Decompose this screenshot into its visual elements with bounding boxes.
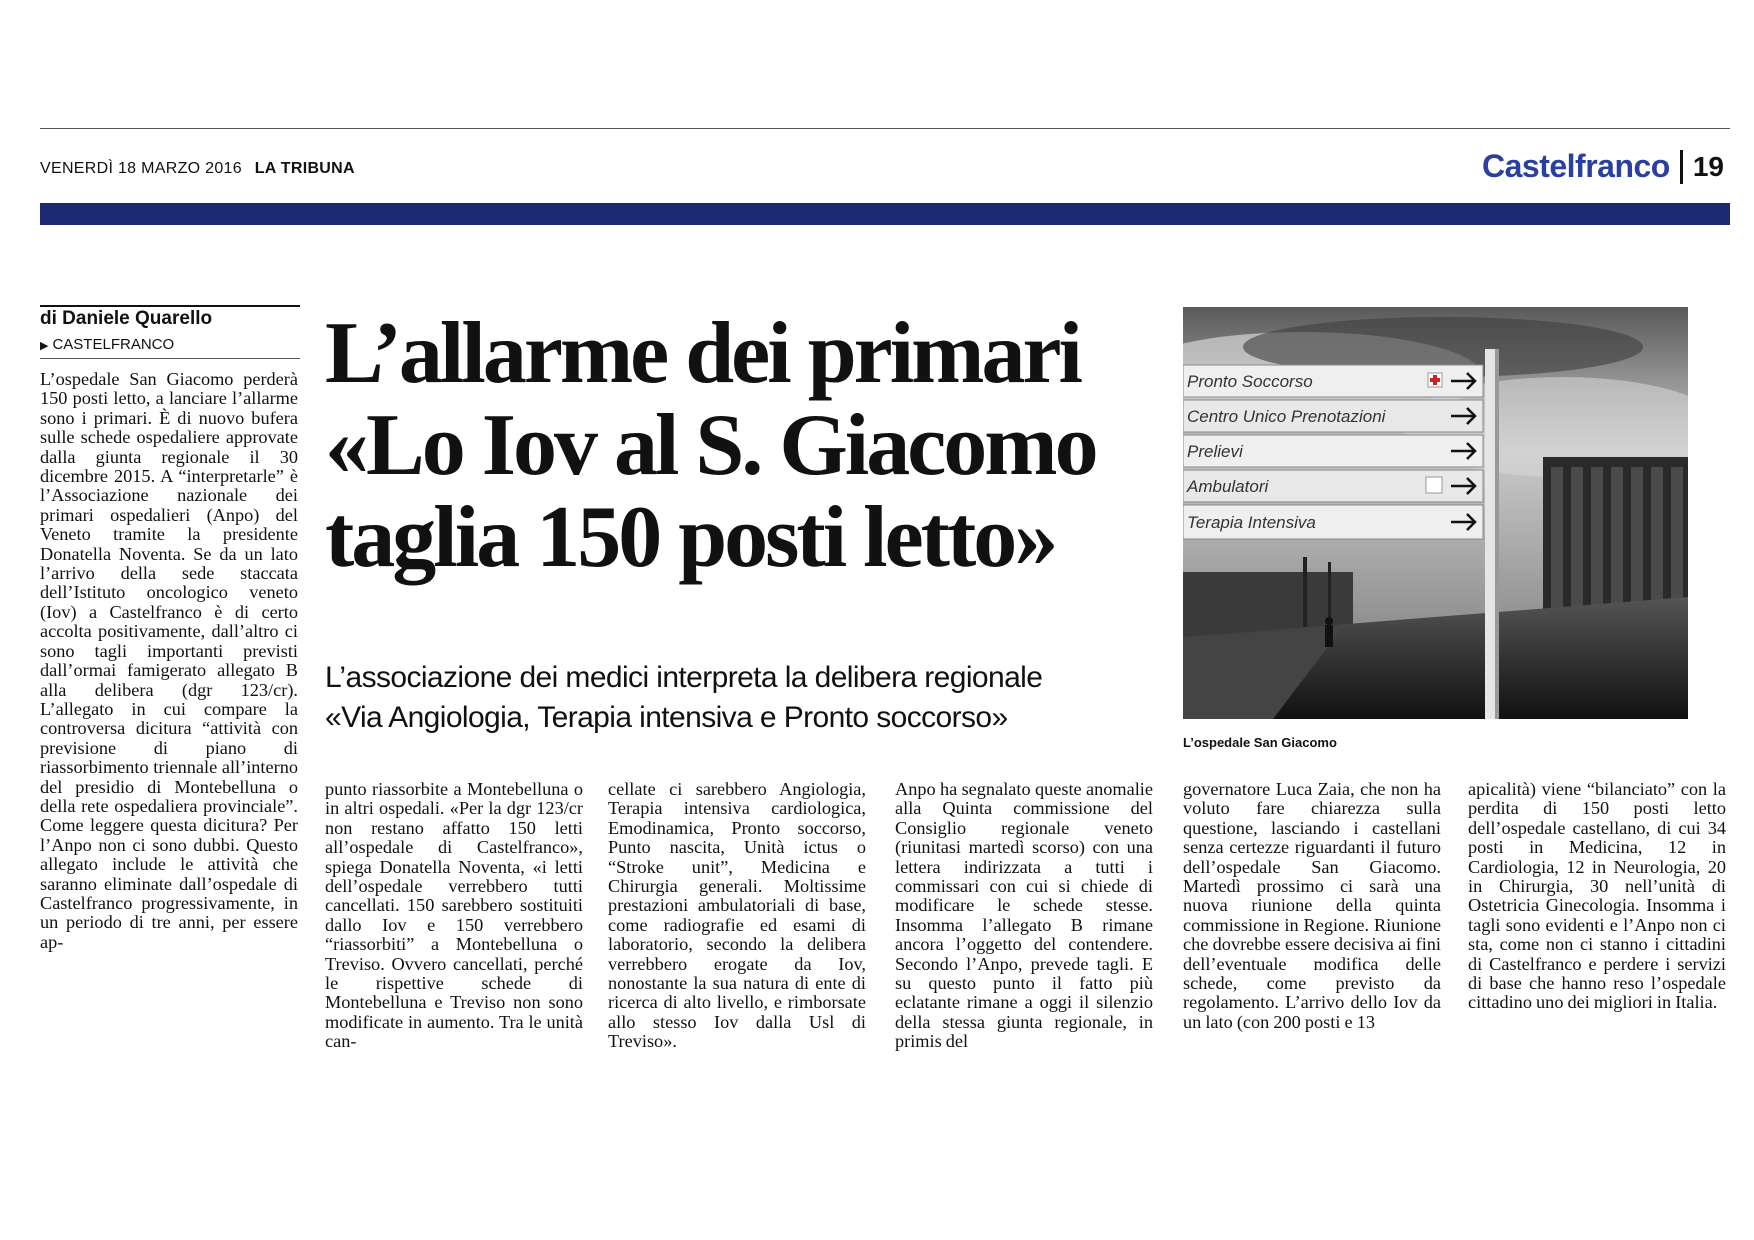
section-name: Castelfranco <box>1482 148 1670 184</box>
article-subheadline: L’associazione dei medici interpreta la delibera regionale «Via Angiologia, Terapia intensiva e Pronto soccorso» <box>325 661 1043 734</box>
ambulance-icon <box>1426 477 1442 493</box>
byline-author: di Daniele Quarello <box>40 308 213 329</box>
article-column-2: punto riassorbite a Montebelluna o in altri ospedali. «Per la dgr 123/cr non restano affatto 150 letti all’ospedale di Castelfranco», spiega Donatella Noventa, «i letti dell’ospedale verrebbero tutti cancellati. 150 sarebbero sostituiti dallo Iov e 150 verrebbero “riassorbiti” a Montebelluna o Treviso. Ovvero cancellati, perché le rispettive schede di Montebelluna e Treviso non sono modificate in aumento. Tra le unità can- <box>325 779 583 1052</box>
page-number: 19 <box>1692 150 1724 182</box>
folio-separator <box>1680 150 1683 184</box>
byline-rule <box>40 305 300 307</box>
dateline-marker-icon: ▶ <box>40 340 49 352</box>
dateline-text: CASTELFRANCO <box>52 336 175 353</box>
issue-date: VENERDÌ 18 MARZO 2016 <box>40 160 242 177</box>
article-column-1: L’ospedale San Giacomo perderà 150 posti letto, a lanciare l’allarme sono i primari. È di nuovo bufera sulle schede ospedaliere approvate dalla giunta regionale il 30 dicembre 2015. A “interpretarle” è l’Associazione nazionale dei primari ospedalieri (Anpo) del Veneto tramite la presidente Donatella Noventa. Se da un lato l’arrivo della sede staccata dell’Istituto oncologico veneto (Iov) a Castelfranco è di certo accolta positivamente, dall’altro ci sono tagli importanti previsti dall’ormai famigerato allegato B alla delibera (dgr 123/cr). L’allegato in cui compare la controversa dicitura “attività con previsione di piano di riassorbimento triennale all’interno del presidio di Montebelluna o della rete ospedaliera provinciale”. Come leggere questa dicitura? Per l’Anpo non ci sono dubbi. Questo allegato include le attività che saranno eliminate dall’ospedale di Castelfranco progressivamente, in un periodo di tre anni, per essere ap- <box>40 369 298 952</box>
article-column-6: apicalità) viene “bilanciato” con la perdita di 150 posti letto dell’ospedale castellano, di cui 34 posti in Medicina, 12 in Cardiologia, 12 in Neurologia, 20 in Chirurgia, 30 nell’unità di Ostetricia Ginecologia. Insomma i tagli sono evidenti e l’Anpo non ci sta, come non ci stanno i cittadini di Castelfranco e perdere i servizi di base che hanno reso l’ospedale cittadino uno dei migliori in Italia. <box>1468 779 1726 1013</box>
paper-name: LA TRIBUNA <box>254 160 355 177</box>
article-headline: L’allarme dei primari «Lo Iov al S. Giacomo taglia 150 posti letto» <box>325 305 1096 586</box>
dateline-rule <box>40 358 300 359</box>
folio-right <box>1482 148 1724 185</box>
dateline <box>40 336 174 353</box>
sign-row-5: Terapia Intensiva <box>1187 513 1316 532</box>
article-column-4: Anpo ha segnalato queste anomalie alla Quinta commissione del Consiglio regionale veneto (riunitasi martedì scorso) con una lettera indirizzata a tutti i commissari con cui si chiede di modificare le schede stesse. Insomma l’allegato B rimane ancora l’oggetto del contendere. Secondo l’Anpo, prevede tagli. E su questo punto il fatto più eclatante rimane a oggi il silenzio della stessa giunta regionale, in primis del <box>895 779 1153 1052</box>
hospital-photo-image <box>1183 307 1688 719</box>
sign-row-2: Centro Unico Prenotazioni <box>1187 407 1386 426</box>
top-rule <box>40 128 1730 129</box>
photo-caption: L’ospedale San Giacomo <box>1183 735 1337 750</box>
sign-row-3: Prelievi <box>1187 442 1243 461</box>
article-column-3: cellate ci sarebbero Angiologia, Terapia intensiva cardiologica, Emodinamica, Pronto soccorso, Punto nascita, Unità ictus o “Stroke unit”, Medicina e Chirurgia generali. Moltissime prestazioni ambulatoriali di base, come radiografie ed esami di laboratorio, secondo la delibera verrebbero erogate da Iov, nonostante la sua natura di ente di ricerca di alto livello, e rimborsate allo stesso Iov dalla Usl di Treviso». <box>608 779 866 1052</box>
folio-left <box>40 160 355 178</box>
sign-row-1: Pronto Soccorso <box>1187 372 1313 391</box>
hospital-photo <box>1183 307 1688 719</box>
article-column-5: governatore Luca Zaia, che non ha voluto fare chiarezza sulla questione, lasciando i castellani senza certezze riguardanti il futuro dell’ospedale San Giacomo. Martedì prossimo ci sarà una nuova riunione della quinta commissione in Regione. Riunione che dovrebbe essere decisiva ai fini dell’eventuale modifica delle schede, come previsto da regolamento. L’arrivo dello Iov da un lato (con 200 posti e 13 <box>1183 779 1441 1032</box>
section-color-bar <box>40 203 1730 225</box>
sign-row-4: Ambulatori <box>1187 477 1269 496</box>
